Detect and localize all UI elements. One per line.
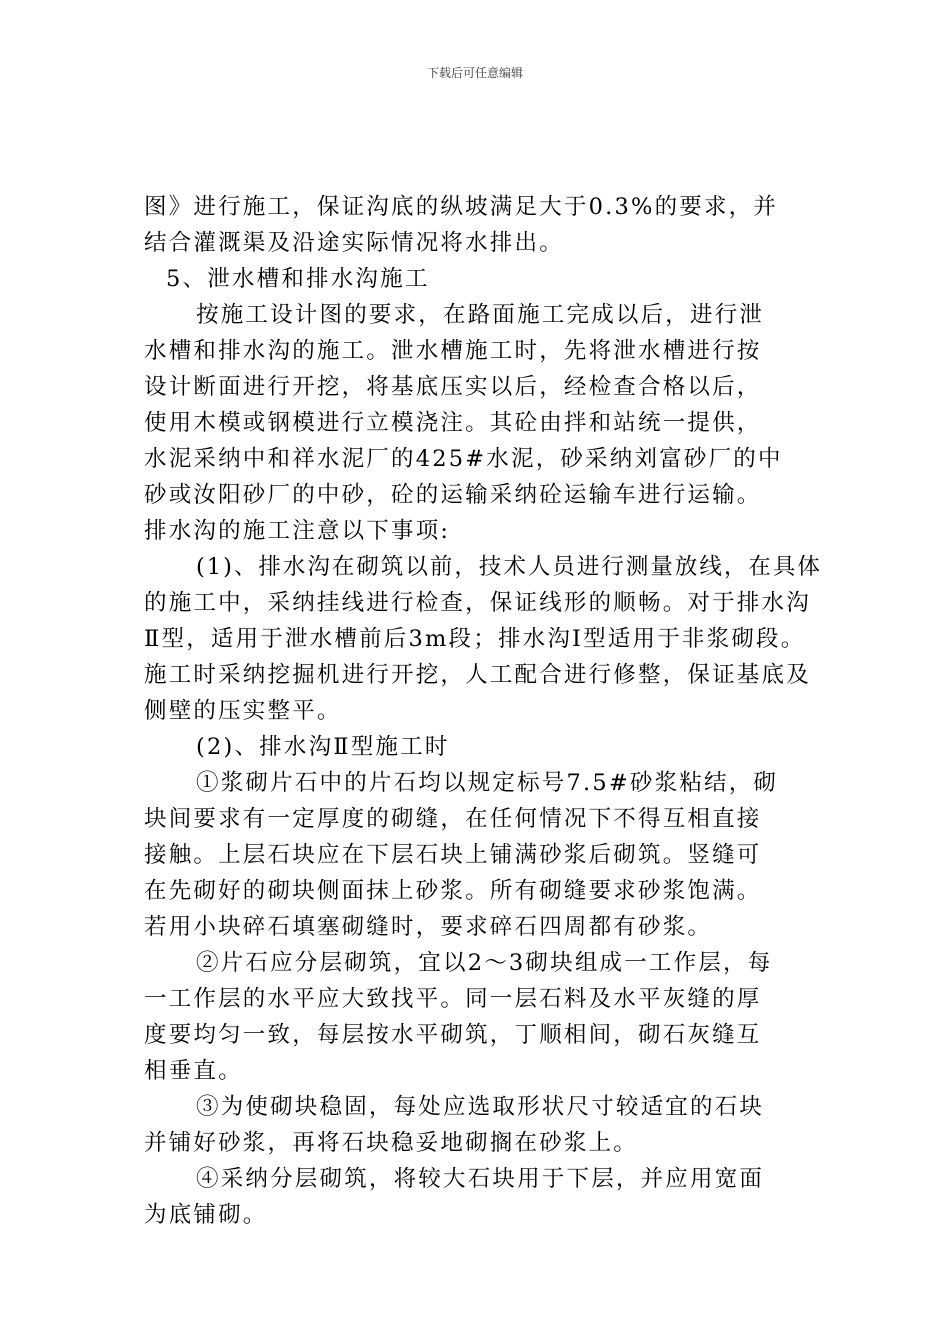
text-line: 在先砌好的砌块侧面抹上砂浆。所有砌缝要求砂浆饱满。 bbox=[144, 878, 762, 904]
text-line: 按施工设计图的要求，在路面施工完成以后，进行泄 bbox=[196, 302, 765, 328]
text-line: 接触。上层石块应在下层石块上铺满砂浆后砌筑。竖缝可 bbox=[144, 842, 762, 868]
text-line: 排水沟的施工注意以下事项: bbox=[144, 518, 451, 544]
section-heading: 5、泄水槽和排水沟施工 bbox=[166, 266, 430, 292]
text-line: ④采纳分层砌筑，将较大石块用于下层，并应用宽面 bbox=[196, 1166, 765, 1192]
text-line: Ⅱ型，适用于泄水槽前后3m段；排水沟Ⅰ型适用于非浆砌段。 bbox=[144, 626, 806, 652]
document-body bbox=[144, 189, 824, 1233]
text-line: (1)、排水沟在砌筑以前，技术人员进行测量放线，在具体 bbox=[196, 554, 822, 580]
text-line: 若用小块碎石填塞砌缝时，要求碎石四周都有砂浆。 bbox=[144, 914, 713, 940]
text-line: 结合灌溉渠及沿途实际情况将水排出。 bbox=[144, 230, 564, 256]
text-line: 一工作层的水平应大致找平。同一层石料及水平灰缝的厚 bbox=[144, 986, 762, 1012]
text-line: 图》进行施工，保证沟底的纵坡满足大于0.3%的要求，并 bbox=[144, 194, 779, 220]
text-line: 侧壁的压实整平。 bbox=[144, 698, 342, 724]
text-line: 水槽和排水沟的施工。泄水槽施工时，先将泄水槽进行按 bbox=[144, 338, 762, 364]
text-line: 相垂直。 bbox=[144, 1058, 243, 1084]
text-line: 块间要求有一定厚度的砌缝，在任何情况下不得互相直接 bbox=[144, 806, 762, 832]
text-line: ②片石应分层砌筑，宜以2～3砌块组成一工作层，每 bbox=[196, 950, 773, 976]
text-line: (2)、排水沟Ⅱ型施工时 bbox=[196, 734, 450, 760]
text-line: 设计断面进行开挖，将基底压实以后，经检查合格以后， bbox=[144, 374, 762, 400]
text-line: 水泥采纳中和祥水泥厂的425#水泥，砂采纳刘富砂厂的中 bbox=[144, 446, 783, 472]
text-line: 使用木模或钢模进行立模浇注。其砼由拌和站统一提供， bbox=[144, 410, 762, 436]
text-line: 度要均匀一致，每层按水平砌筑，丁顺相间，砌石灰缝互 bbox=[144, 1022, 762, 1048]
text-line: 施工时采纳挖掘机进行开挖，人工配合进行修整，保证基底及 bbox=[144, 662, 811, 688]
text-line: ③为使砌块稳固，每处应选取形状尺寸较适宜的石块 bbox=[196, 1094, 765, 1120]
page-header-note: 下载后可任意编辑 bbox=[426, 66, 523, 80]
text-line: ①浆砌片石中的片石均以规定标号7.5#砂浆粘结，砌 bbox=[196, 770, 779, 796]
text-line: 为底铺砌。 bbox=[144, 1202, 268, 1228]
text-line: 的施工中，采纳挂线进行检查，保证线形的顺畅。对于排水沟 bbox=[144, 590, 811, 616]
text-line: 并铺好砂浆，再将石块稳妥地砌搁在砂浆上。 bbox=[144, 1130, 639, 1156]
text-line: 砂或汝阳砂厂的中砂，砼的运输采纳砼运输车进行运输。 bbox=[144, 482, 762, 508]
